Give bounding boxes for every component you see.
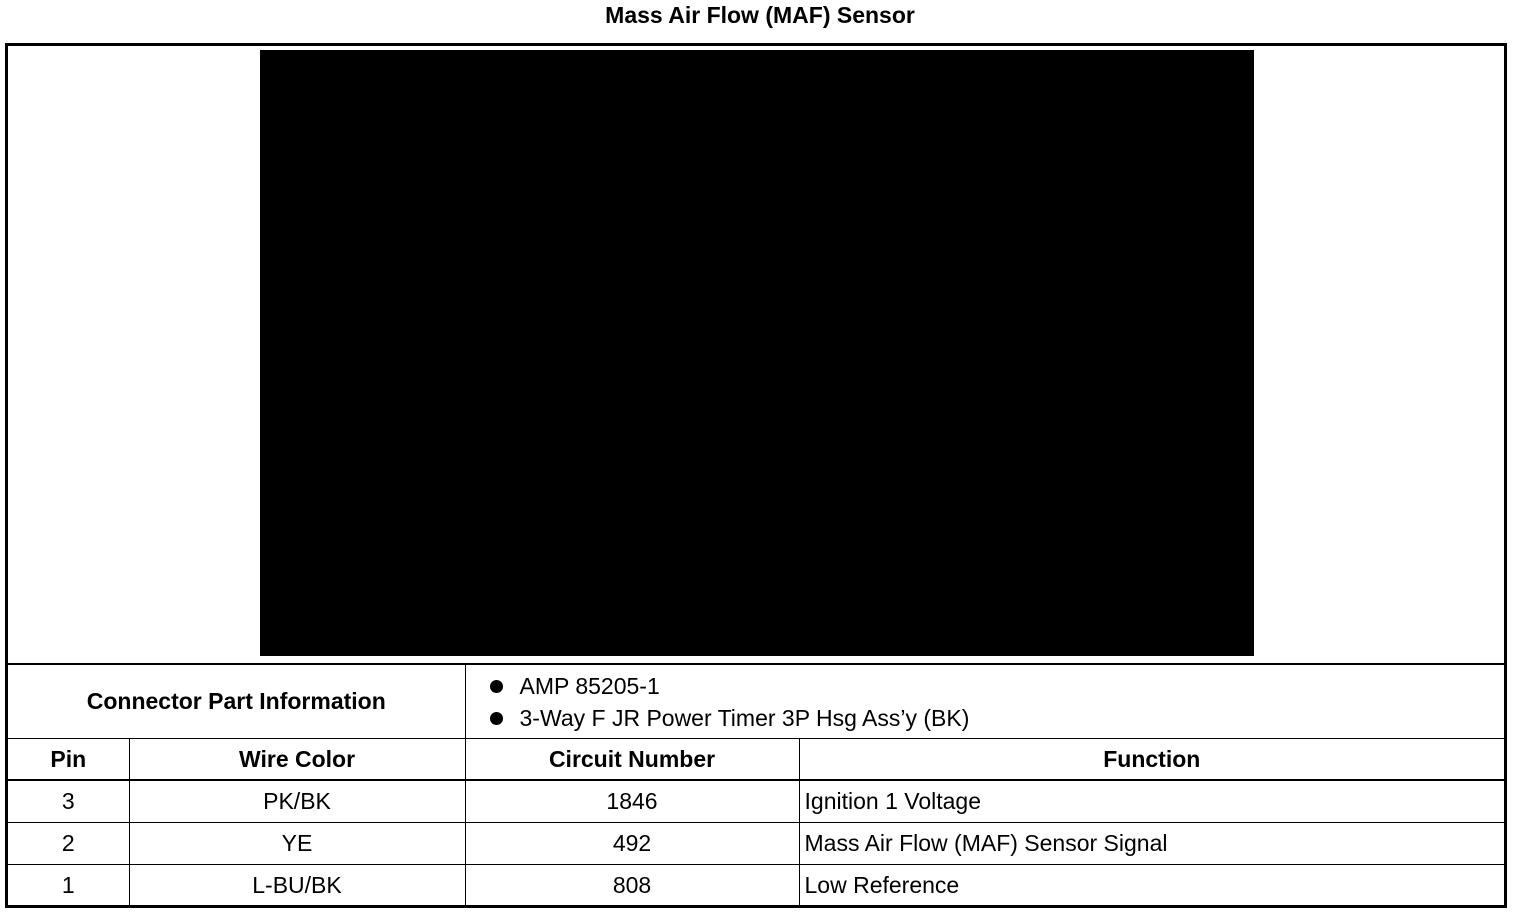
table-header-row [8,739,1504,781]
cell-wire-color: PK/BK [129,780,465,823]
cell-wire-color: YE [129,823,465,865]
cell-pin: 2 [8,823,129,865]
cell-wire-color: L-BU/BK [129,865,465,907]
header-circuit-number: Circuit Number [465,739,799,781]
page-title: Mass Air Flow (MAF) Sensor [605,2,915,28]
bullet-icon [490,680,503,693]
cell-pin: 3 [8,780,129,823]
cell-pin: 1 [8,865,129,907]
bullet-icon [490,712,503,725]
table-row [8,865,1504,907]
table-row [8,823,1504,865]
part-info-item-text: 3-Way F JR Power Timer 3P Hsg Ass’y (BK) [519,704,970,731]
part-info-item-text: AMP 85205-1 [519,672,660,699]
cell-circuit-number: 1846 [465,780,799,823]
connector-part-info-label: Connector Part Information [8,665,465,739]
connector-image [260,50,1254,656]
header-wire-color: Wire Color [129,739,465,781]
cell-function: Mass Air Flow (MAF) Sensor Signal [799,823,1504,865]
cell-function: Ignition 1 Voltage [799,780,1504,823]
connector-frame [5,43,1507,908]
connector-part-info-list [465,665,1504,739]
table-row [8,780,1504,823]
header-function: Function [799,739,1504,781]
connector-part-info-row [8,665,1504,739]
cell-function: Low Reference [799,865,1504,907]
cell-circuit-number: 492 [465,823,799,865]
pinout-table [8,665,1504,906]
part-info-item [488,670,1505,702]
header-pin: Pin [8,739,129,781]
connector-image-region [8,46,1504,665]
part-info-item [488,702,1505,734]
cell-circuit-number: 808 [465,865,799,907]
